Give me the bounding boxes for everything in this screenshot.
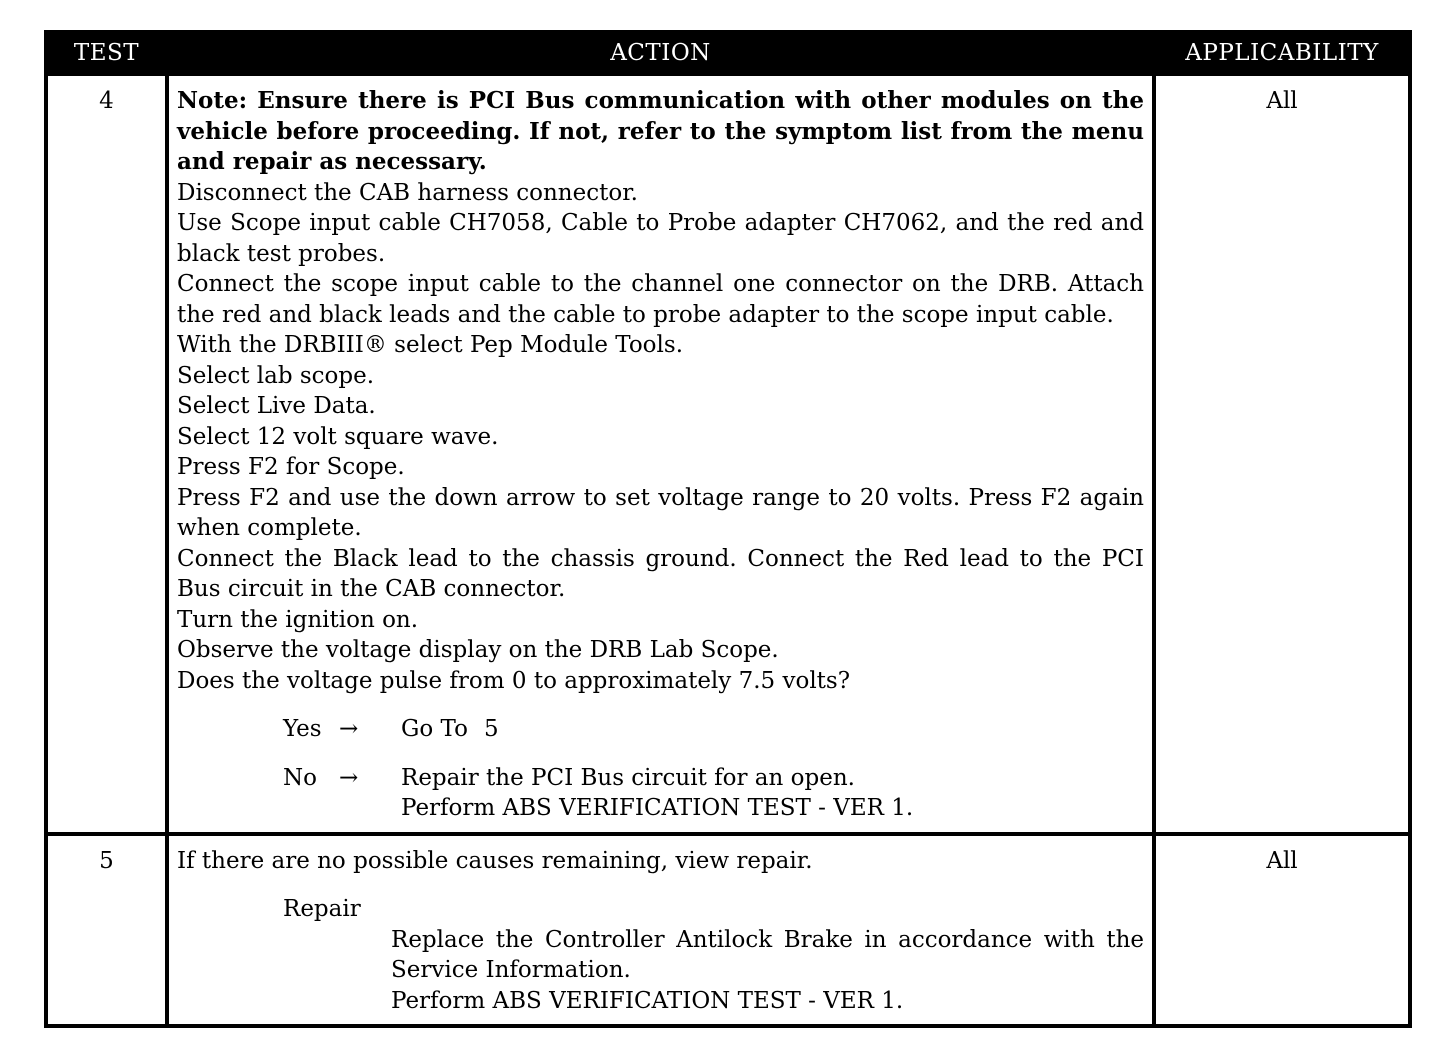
no-label: No bbox=[283, 764, 317, 791]
yes-branch bbox=[283, 714, 1144, 745]
step-7: Select 12 volt square wave. bbox=[177, 423, 499, 450]
intro-text: If there are no possible causes remaining, view repair. bbox=[177, 847, 813, 874]
note-text: Note: Ensure there is PCI Bus communication with other modules on the vehicle before proceeding. If not, refer to the symptom list from the menu and repair as necessary. bbox=[177, 87, 1144, 175]
step-6: Select Live Data. bbox=[177, 393, 376, 419]
right-arrow-icon: → bbox=[339, 764, 359, 791]
step-9: Press F2 and use the down arrow to set voltage range to 20 volts. Press F2 again when complete. bbox=[177, 484, 1144, 541]
action-cell bbox=[167, 74, 1154, 834]
step-5: Select lab scope. bbox=[177, 362, 375, 389]
repair-text: Replace the Controller Antilock Brake in accordance with the Service Information. bbox=[391, 926, 1144, 983]
header-applicability: APPLICABILITY bbox=[1154, 32, 1410, 74]
header-action: ACTION bbox=[167, 32, 1154, 74]
no-result-line-2: Perform ABS VERIFICATION TEST - VER 1. bbox=[401, 795, 914, 821]
no-branch bbox=[283, 763, 1144, 824]
step-13-question: Does the voltage pulse from 0 to approximately 7.5 volts? bbox=[177, 667, 851, 694]
step-12: Observe the voltage display on the DRB Lab Scope. bbox=[177, 637, 779, 663]
yes-result bbox=[401, 714, 1144, 745]
goto-number: 5 bbox=[483, 716, 499, 742]
applicability-value: All bbox=[1154, 74, 1410, 834]
step-3: Connect the scope input cable to the channel one connector on the DRB. Attach the red and black leads and the cable to probe adapter to the scope input cable. bbox=[177, 271, 1144, 328]
yes-label: Yes bbox=[283, 716, 322, 742]
repair-label: Repair bbox=[283, 896, 361, 922]
table-row-test-4 bbox=[46, 74, 1410, 834]
header-test: TEST bbox=[46, 32, 167, 74]
applicability-value: All bbox=[1154, 834, 1410, 1027]
table-header-row bbox=[46, 32, 1410, 74]
action-cell bbox=[167, 834, 1154, 1027]
step-11: Turn the ignition on. bbox=[177, 606, 419, 633]
goto-text: Go To bbox=[401, 716, 468, 742]
step-4: With the DRBIII® select Pep Module Tools. bbox=[177, 332, 683, 358]
no-result bbox=[401, 763, 1144, 824]
test-number: 5 bbox=[46, 834, 167, 1027]
step-10: Connect the Black lead to the chassis ground. Connect the Red lead to the PCI Bus circuit in the CAB connector. bbox=[177, 545, 1144, 602]
test-number: 4 bbox=[46, 74, 167, 834]
diagnostic-test-table bbox=[44, 30, 1412, 1028]
step-1: Disconnect the CAB harness connector. bbox=[177, 179, 638, 206]
step-2: Use Scope input cable CH7058, Cable to Probe adapter CH7062, and the red and black test probes. bbox=[177, 210, 1144, 267]
no-result-line-1: Repair the PCI Bus circuit for an open. bbox=[401, 764, 855, 791]
step-8: Press F2 for Scope. bbox=[177, 454, 405, 480]
table-row-test-5 bbox=[46, 834, 1410, 1027]
repair-verify: Perform ABS VERIFICATION TEST - VER 1. bbox=[391, 987, 904, 1014]
right-arrow-icon: → bbox=[339, 716, 359, 742]
